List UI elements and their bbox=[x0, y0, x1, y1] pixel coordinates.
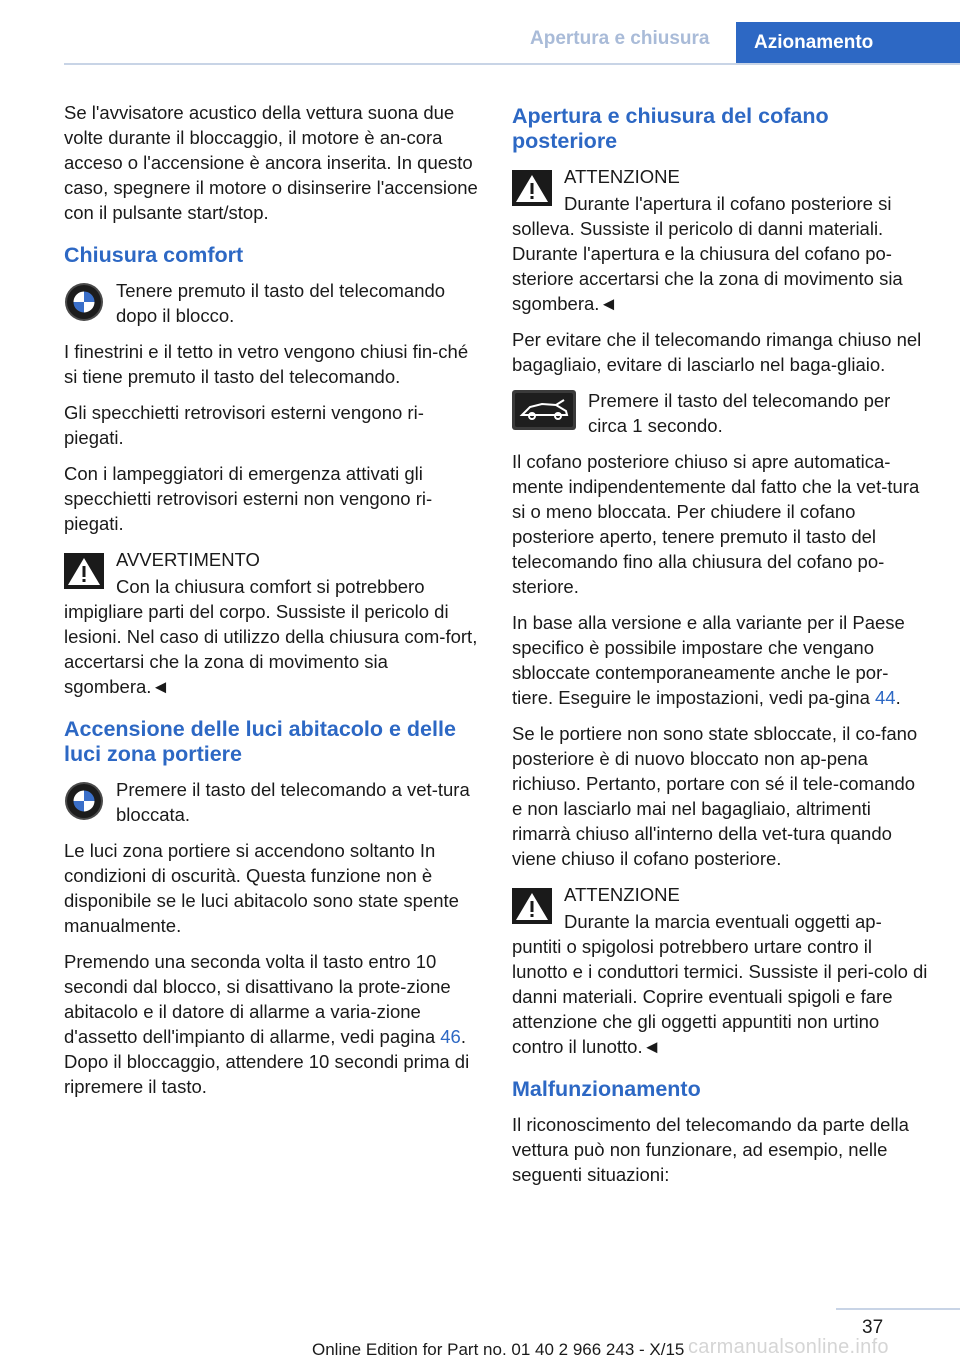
bmw-remote-key-icon bbox=[64, 781, 104, 821]
bmw-remote-key-icon bbox=[64, 282, 104, 322]
paragraph-auto-open: Il cofano posteriore chiuso si apre automatica-mente indipendentemente dal fatto che la vet-tura si o meno bloccata. Per chiudere il cofano posteriore aperto, tenere premuto il tasto del telecomando fino alla chiusura del cofano po-steriore. bbox=[512, 451, 920, 597]
header-chapter-tab: Azionamento bbox=[736, 22, 960, 64]
heading-interior-lights: Accensione delle luci abitacolo e delle luci zona portiere bbox=[64, 717, 456, 766]
paragraph-horn: Se l'avvisatore acustico della vettura suona due volte durante il bloccaggio, il motore è an-cora acceso o l'accensione è ancora inserita. In questo caso, spegnere il motore o disinserire l'accensione con il pulsante start/stop. bbox=[64, 102, 478, 223]
lights-instruction bbox=[64, 777, 480, 827]
warning-triangle-icon bbox=[512, 170, 552, 206]
header-rule bbox=[64, 63, 960, 65]
warning-title: AVVERTIMENTO bbox=[116, 549, 260, 570]
paragraph-windows: I finestrini e il tetto in vetro vengono chiusi fin-ché si tiene premuto il tasto del telecomando. bbox=[64, 341, 469, 387]
trunk-instruction bbox=[512, 388, 928, 438]
warning-comfort bbox=[64, 547, 480, 699]
paragraph-second-press bbox=[64, 949, 480, 1099]
country-text-end: . bbox=[895, 687, 901, 708]
heading-trunk: Apertura e chiusura del cofano posteriore bbox=[512, 104, 829, 153]
page-number: 37 bbox=[862, 1317, 884, 1338]
paragraph-avoid-locking: Per evitare che il telecomando rimanga chiuso nel bagagliaio, evitare di lasciarlo nel baga-gliaio. bbox=[512, 329, 922, 375]
trunk-button-icon bbox=[512, 390, 576, 430]
left-column bbox=[64, 100, 480, 1110]
warning-triangle-icon bbox=[512, 888, 552, 924]
comfort-instruction bbox=[64, 278, 480, 328]
warning-triangle-icon bbox=[64, 553, 104, 589]
second-press-text: Premendo una seconda volta il tasto entro 10 secondi dal blocco, si disattivano la prote-zione abitacolo e il datore di allarme a varia-zione d'assetto dell'impianto di allarme, vedi pagina bbox=[64, 951, 451, 1047]
lights-instruction-text: Premere il tasto del telecomando a vet-tura bloccata. bbox=[116, 779, 470, 825]
paragraph-doors-unlocked: Se le portiere non sono state sbloccate, il co-fano posteriore è di nuovo bloccato non ap-pena richiuso. Pertanto, portare con sé il tele-comando e non lasciarlo mai nel bagagliaio, altrimenti rimarrà chiuso all'interno della vet-tura quando viene chiuso il cofano posteriore. bbox=[512, 723, 918, 869]
watermark: carmanualsonline.info bbox=[688, 1336, 889, 1358]
heading-malfunction: Malfunzionamento bbox=[512, 1077, 701, 1101]
footer-edition: Online Edition for Part no. 01 40 2 966 243 - X/15 bbox=[312, 1340, 685, 1359]
country-text: In base alla versione e alla variante per il Paese specifico è possibile impostare che vengano sbloccate contemporaneamente anche le por-tiere. Eseguire le impostazioni, vedi pa-gina bbox=[512, 612, 905, 708]
trunk-instruction-text: Premere il tasto del telecomando per circa 1 secondo. bbox=[588, 390, 891, 436]
attention-trunk bbox=[512, 164, 928, 316]
paragraph-country bbox=[512, 610, 928, 710]
attention-title: ATTENZIONE bbox=[564, 884, 680, 905]
paragraph-mirrors: Gli specchietti retrovisori esterni vengono ri-piegati. bbox=[64, 402, 424, 448]
header-section-title: Apertura e chiusura bbox=[530, 28, 710, 49]
comfort-instruction-text: Tenere premuto il tasto del telecomando dopo il blocco. bbox=[116, 280, 446, 326]
attention-text: Durante l'apertura il cofano posteriore si solleva. Sussiste il pericolo di danni materiali. Durante l'apertura e la chiusura del cofano po-steriore accertarsi che la zona di movimento sia sgombera.◄ bbox=[512, 193, 903, 314]
attention-text: Durante la marcia eventuali oggetti ap-puntiti o spigolosi potrebbero urtare contro il lunotto e i conduttori termici. Sussiste il peri-colo di danni materiali. Coprire eventuali spigoli e fare attenzione che gli oggetti appuntiti non urtino contro il lunotto.◄ bbox=[512, 911, 928, 1057]
right-column bbox=[512, 100, 928, 1198]
warning-text: Con la chiusura comfort si potrebbero impigliare parti del corpo. Sussiste il pericolo di lesioni. Nel caso di utilizzo della chiusura com-fort, accertarsi che la zona di movimento sia sgombera.◄ bbox=[64, 576, 478, 697]
page-link-46[interactable]: 46 bbox=[440, 1026, 461, 1047]
attention-rear-window bbox=[512, 882, 928, 1059]
attention-title: ATTENZIONE bbox=[564, 166, 680, 187]
paragraph-malfunction: Il riconoscimento del telecomando da parte della vettura può non funzionare, ad esempio, nelle seguenti situazioni: bbox=[512, 1114, 909, 1185]
heading-comfort-closing: Chiusura comfort bbox=[64, 243, 244, 267]
paragraph-door-lights: Le luci zona portiere si accendono soltanto In condizioni di oscurità. Questa funzione non è disponibile se le luci abitacolo sono state spente manualmente. bbox=[64, 840, 459, 936]
paragraph-hazard: Con i lampeggiatori di emergenza attivati gli specchietti retrovisori esterni non vengono ri-piegati. bbox=[64, 463, 433, 534]
page-link-44[interactable]: 44 bbox=[875, 687, 896, 708]
second-press-text-end: . Dopo il bloccaggio, attendere 10 secondi prima di ripremere il tasto. bbox=[64, 1026, 470, 1097]
footer-rule bbox=[836, 1308, 960, 1310]
